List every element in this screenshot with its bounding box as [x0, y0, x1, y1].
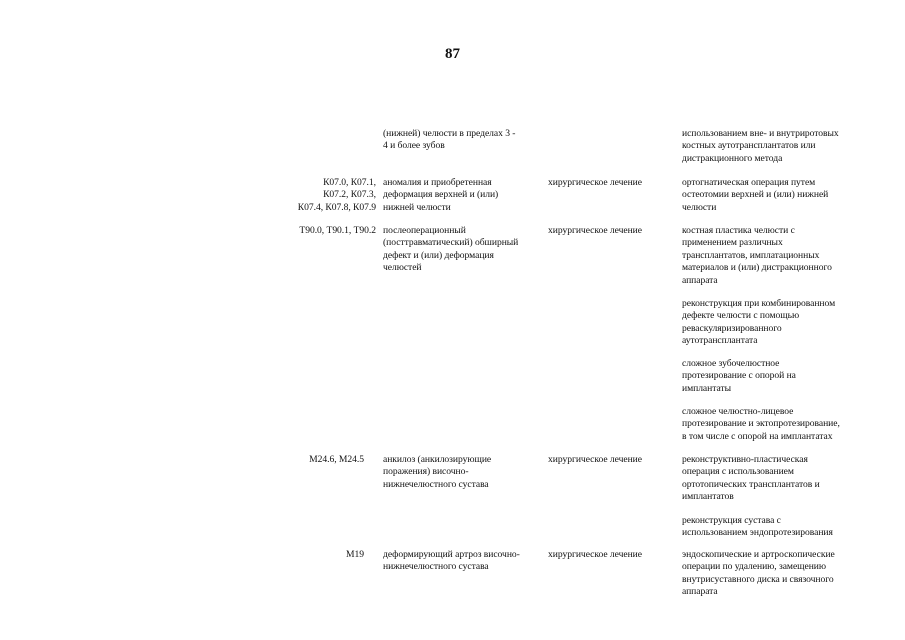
- method-cell: реконструкция сустава с использованием эндопротезирования: [682, 515, 833, 539]
- diagnosis-cell: анкилоз (анкилозирующие поражения) височно- нижнечелюстного сустава: [383, 454, 492, 490]
- treatment-cell: хирургическое лечение: [548, 177, 642, 188]
- diagnosis-cell: деформирующий артроз височно- нижнечелюстного сустава: [383, 549, 520, 573]
- code-cell: Т90.0, Т90.1, Т90.2: [299, 225, 376, 236]
- code-cell: К07.0, К07.1, К07.2, К07.3, К07.4, К07.8, К07.9: [297, 177, 376, 213]
- treatment-cell: хирургическое лечение: [548, 454, 642, 465]
- page-number: 87: [445, 46, 460, 62]
- diagnosis-cell: (нижней) челюсти в пределах 3 - 4 и более зубов: [383, 128, 516, 152]
- diagnosis-cell: послеоперационный (посттравматический) обширный дефект и (или) деформация челюстей: [383, 225, 519, 274]
- method-cell: использованием вне- и внутриротовых костных аутотрансплантатов или дистракционного метода: [682, 128, 839, 164]
- code-cell: М24.6, М24.5: [309, 454, 364, 465]
- method-cell: реконструкция при комбинированном дефекте челюсти с помощью реваскуляризированного аутотрансплантата: [682, 298, 836, 347]
- treatment-cell: хирургическое лечение: [548, 549, 642, 560]
- method-cell: костная пластика челюсти с применением различных трансплантатов, имплатационных материалов и (или) дистракционного аппарата: [682, 225, 832, 286]
- method-cell: сложное челюстно-лицевое протезирование и эктопротезирование, в том числе с опорой на имплантатах: [682, 406, 840, 442]
- code-cell: М19: [346, 549, 364, 560]
- diagnosis-cell: аномалия и приобретенная деформация верхней и (или) нижней челюсти: [383, 177, 499, 213]
- method-cell: эндоскопические и артроскопические операции по удалению, замещению внутрисуставного диска и связочного аппарата: [682, 549, 835, 598]
- treatment-cell: хирургическое лечение: [548, 225, 642, 236]
- method-cell: ортогнатическая операция путем остеотомии верхней и (или) нижней челюсти: [682, 177, 829, 213]
- method-cell: реконструктивно-пластическая операция с использованием ортотопических трансплантатов и имплантатов: [682, 454, 820, 503]
- method-cell: сложное зубочелюстное протезирование с опорой на имплантаты: [682, 358, 796, 394]
